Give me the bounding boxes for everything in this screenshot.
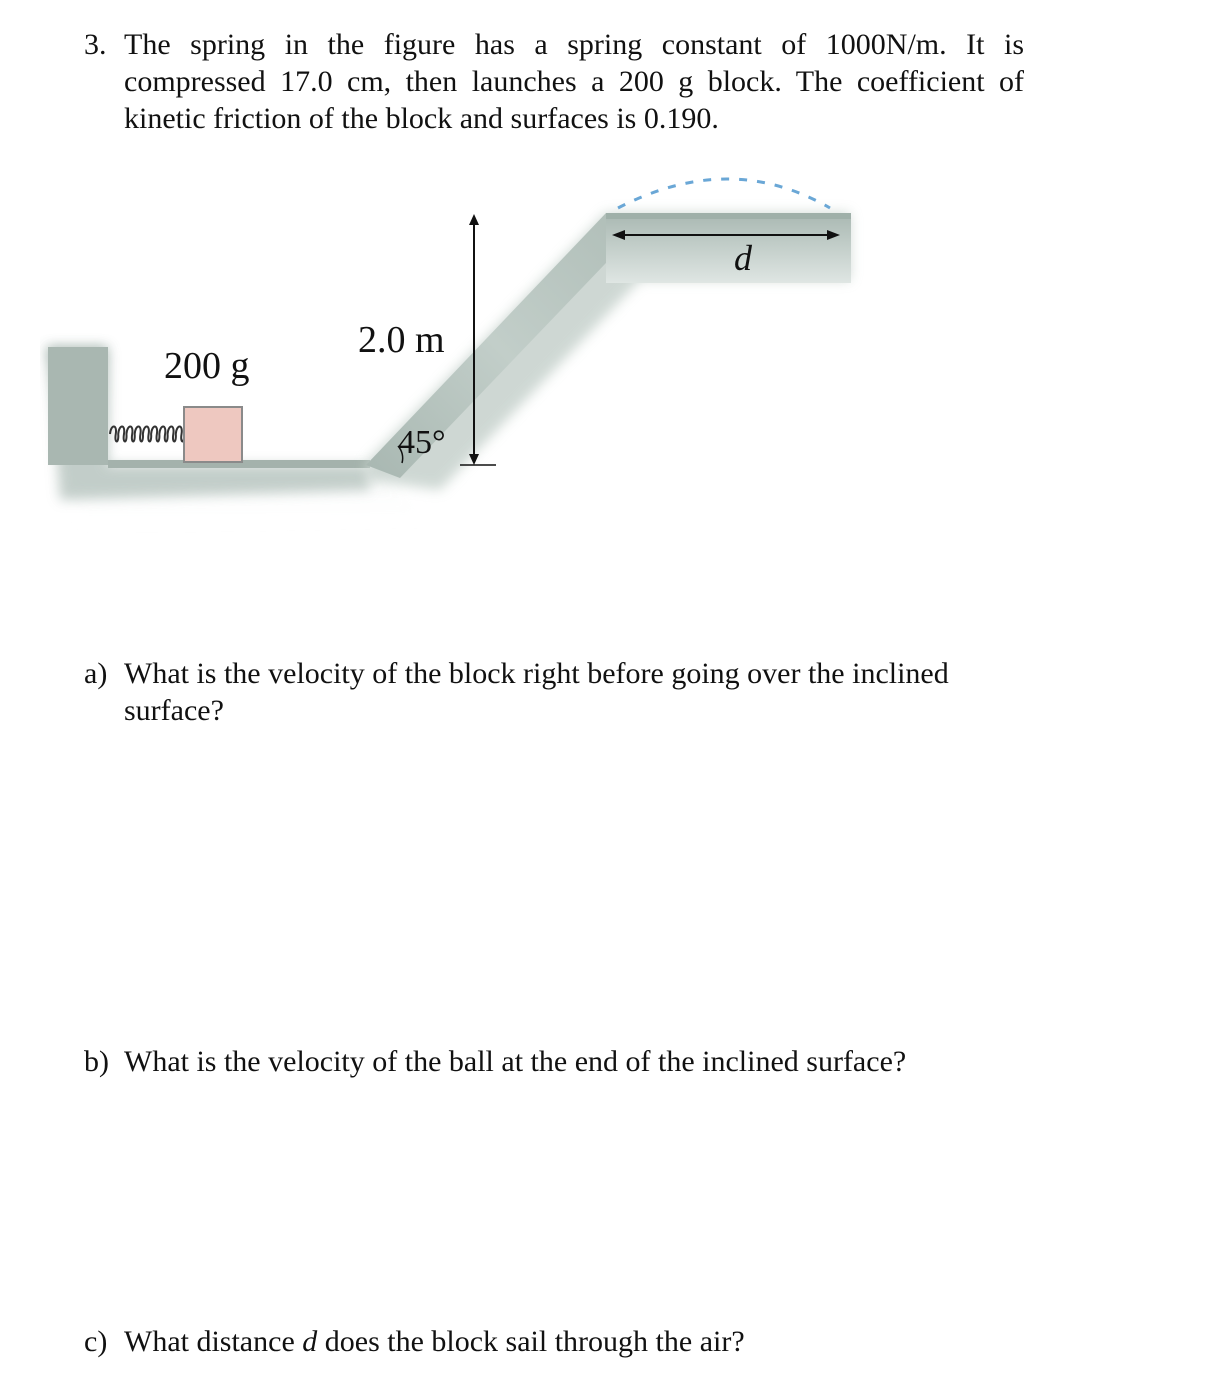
- problem-statement: [84, 26, 1024, 137]
- height-label: 2.0 m: [358, 319, 445, 361]
- problem-text: The spring in the figure has a spring constant of 1000N/m. It is compressed 17.0 cm, then launches a 200 g block. The coefficient of kinetic friction of the block and surfaces is 0.190.: [124, 28, 1024, 135]
- question-c-text: [124, 1323, 1024, 1360]
- spring: [110, 427, 184, 442]
- question-a-text: What is the velocity of the block right before going over the inclined surface?: [124, 657, 949, 727]
- block: [184, 407, 242, 462]
- question-b-text: What is the velocity of the ball at the end of the inclined surface?: [124, 1045, 907, 1078]
- distance-label: d: [734, 238, 752, 278]
- question-c: [84, 1323, 1024, 1360]
- angle-label: 45°: [398, 424, 446, 461]
- trajectory-arc: [618, 179, 830, 208]
- question-b-label: b): [84, 1045, 109, 1078]
- question-b: [84, 1043, 1024, 1080]
- problem-number: 3.: [84, 28, 107, 61]
- question-a-label: a): [84, 657, 108, 690]
- question-c-label: c): [84, 1325, 108, 1358]
- question-a: [84, 655, 1024, 729]
- block-mass-label: 200 g: [164, 345, 250, 387]
- question-c-text-after: does the block sail through the air?: [317, 1325, 745, 1358]
- question-c-variable: d: [302, 1325, 318, 1358]
- question-c-text-before: What distance: [124, 1325, 303, 1358]
- physics-figure: [40, 160, 870, 560]
- top-platform: [606, 213, 851, 283]
